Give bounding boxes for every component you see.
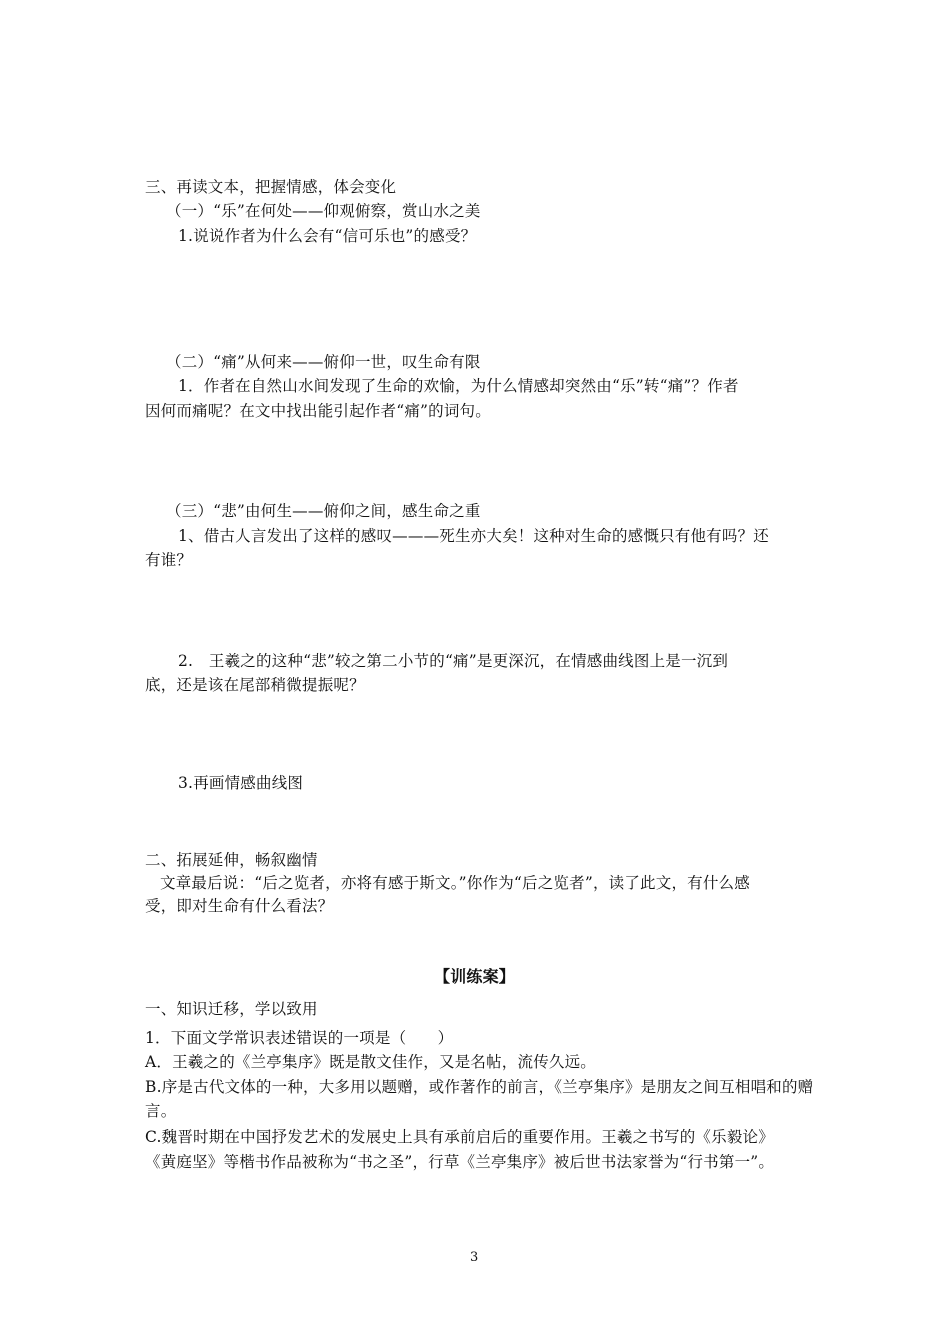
part-1-heading: （一）“乐”在何处——仰观俯察，赏山水之美 <box>166 202 481 220</box>
part-2-question-1-line-1: 1．作者在自然山水间发现了生命的欢愉，为什么情感却突然由“乐”转“痛”？作者 <box>178 377 739 395</box>
part-3-question-3: 3.再画情感曲线图 <box>178 774 304 792</box>
extension-question-line-1: 文章最后说：“后之览者，亦将有感于斯文。”你作为“后之览者”，读了此文，有什么感 <box>160 874 750 892</box>
section-3-title: 三、再读文本，把握情感，体会变化 <box>145 178 397 196</box>
option-b-line-2: 言。 <box>145 1102 177 1120</box>
part-3-heading: （三）“悲”由何生——俯仰之间，感生命之重 <box>166 502 481 520</box>
training-heading: 【训练案】 <box>434 967 516 986</box>
extension-question-line-2: 受，即对生命有什么看法？ <box>145 897 334 915</box>
part-3-question-2-line-1: 2. 王羲之的这种“悲”较之第二小节的“痛”是更深沉，在情感曲线图上是一沉到 <box>178 652 729 670</box>
training-question-1-stem: 1．下面文学常识表述错误的一项是（ ） <box>145 1029 454 1047</box>
page-number: 3 <box>470 1250 479 1265</box>
option-c-line-2: 《黄庭坚》等楷书作品被称为“书之圣”，行草《兰亭集序》被后世书法家誉为“行书第一”。 <box>145 1153 775 1171</box>
option-b-line-1: B.序是古代文体的一种，大多用以题赠，或作著作的前言，《兰亭集序》是朋友之间互相唱和的赠 <box>145 1078 814 1096</box>
part-2-heading: （二）“痛”从何来——俯仰一世，叹生命有限 <box>166 353 481 371</box>
training-section-title: 一、知识迁移，学以致用 <box>145 1000 318 1018</box>
part-3-question-2-line-2: 底，还是该在尾部稍微提振呢？ <box>145 676 365 694</box>
part-3-question-1-line-1: 1、借古人言发出了这样的感叹———死生亦大矣！这种对生命的感慨只有他有吗？还 <box>178 527 769 545</box>
part-1-question-1: 1.说说作者为什么会有“信可乐也”的感受？ <box>178 227 477 245</box>
part-3-question-1-line-2: 有谁？ <box>145 551 193 569</box>
part-2-question-1-line-2: 因何而痛呢？在文中找出能引起作者“痛”的词句。 <box>145 402 491 420</box>
option-a: A．王羲之的《兰亭集序》既是散文佳作，又是名帖，流传久远。 <box>145 1053 596 1071</box>
option-c-line-1: C.魏晋时期在中国抒发艺术的发展史上具有承前启后的重要作用。王羲之书写的《乐毅论》 <box>145 1128 774 1146</box>
extension-section-title: 二、拓展延伸，畅叙幽情 <box>145 851 318 869</box>
